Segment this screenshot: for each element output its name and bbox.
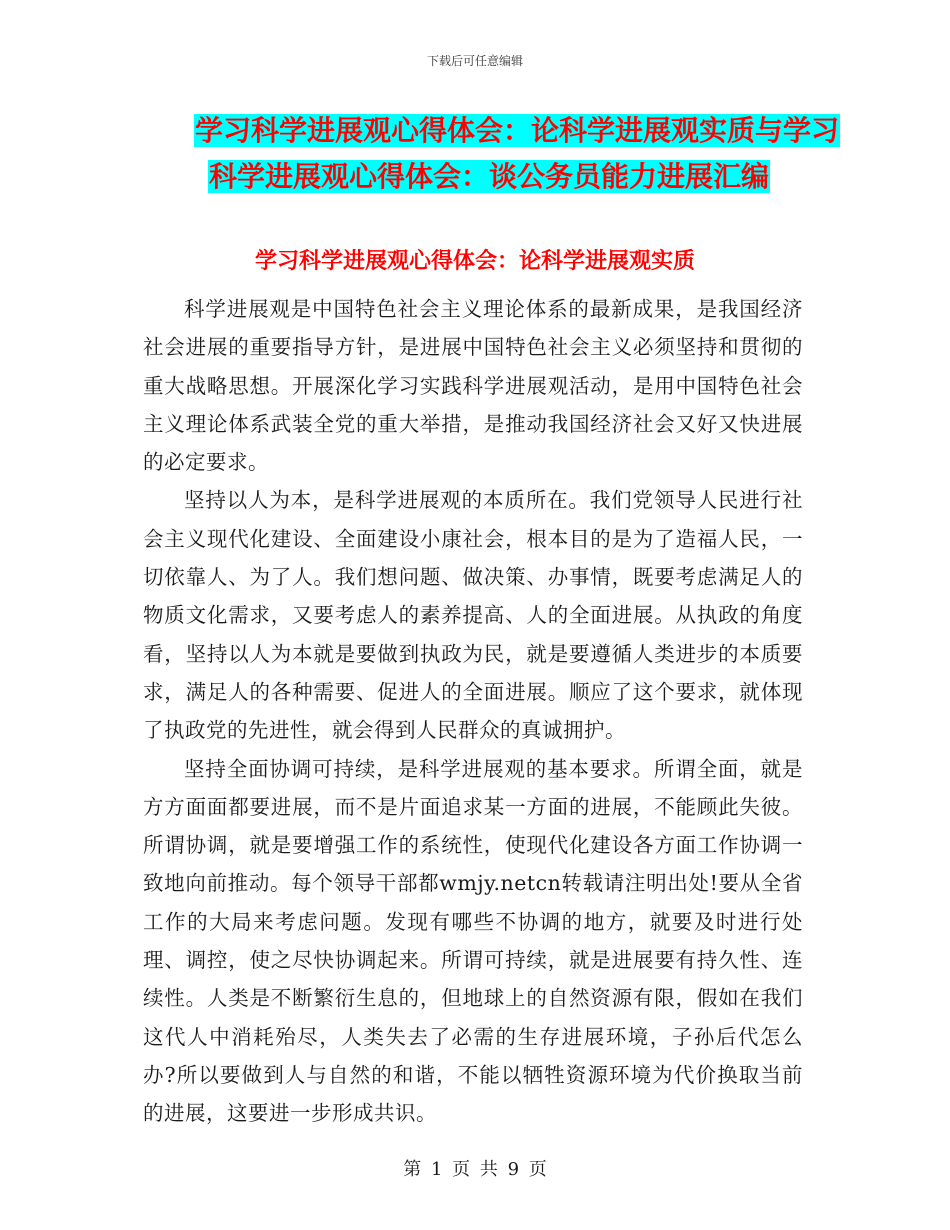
document-title-line-2 xyxy=(150,154,810,200)
paragraph-2: 坚持以人为本，是科学进展观的本质所在。我们党领导人民进行社会主义现代化建设、全面建设小康社会，根本目的是为了造福人民，一切依靠人、为了人。我们想问题、做决策、办事情，既要考虑满足人的物质文化需求，又要考虑人的素养提高、人的全面进展。从执政的角度看，坚持以人为本就是要做到执政为民，就是要遵循人类进步的本质要求，满足人的各种需要、促进人的全面进展。顺应了这个要求，就体现了执政党的先进性，就会得到人民群众的真诚拥护。 xyxy=(143,488,803,743)
document-title xyxy=(150,108,840,200)
paragraph-1: 科学进展观是中国特色社会主义理论体系的最新成果，是我国经济社会进展的重要指导方针，是进展中国特色社会主义必须坚持和贯彻的重大战略思想。开展深化学习实践科学进展观活动，是用中国特色社会主义理论体系武装全党的重大举措，是推动我国经济社会又好又快进展的必定要求。 xyxy=(143,297,803,475)
body-text xyxy=(143,290,803,1133)
section-title: 学习科学进展观心得体会：论科学进展观实质 xyxy=(254,249,695,274)
header-note: 下载后可任意编辑 xyxy=(426,54,523,68)
title-highlight-2: 科学进展观心得体会：谈公务员能力进展汇编 xyxy=(209,160,770,193)
page-footer: 第 1 页 共 9 页 xyxy=(403,1159,547,1180)
title-highlight-1: 学习科学进展观心得体会：论科学进展观实质与学习 xyxy=(195,114,840,147)
paragraph-3: 坚持全面协调可持续，是科学进展观的基本要求。所谓全面，就是方方面面都要进展，而不是片面追求某一方面的进展，不能顾此失彼。所谓协调，就是要增强工作的系统性，使现代化建设各方面工作协调一致地向前推动。每个领导干部都wmjy.netcn转载请注明出处!要从全省工作的大局来考虑问题。发现有哪些不协调的地方，就要及时进行处理、调控，使之尽快协调起来。所谓可持续，就是进展要有持久性、连续性。人类是不断繁衍生息的，但地球上的自然资源有限，假如在我们这代人中消耗殆尽，人类失去了必需的生存进展环境，子孙后代怎么办?所以要做到人与自然的和谐，不能以牺牲资源环境为代价换取当前的进展，这要进一步形成共识。 xyxy=(143,756,803,1126)
document-title-line-1 xyxy=(150,108,840,154)
